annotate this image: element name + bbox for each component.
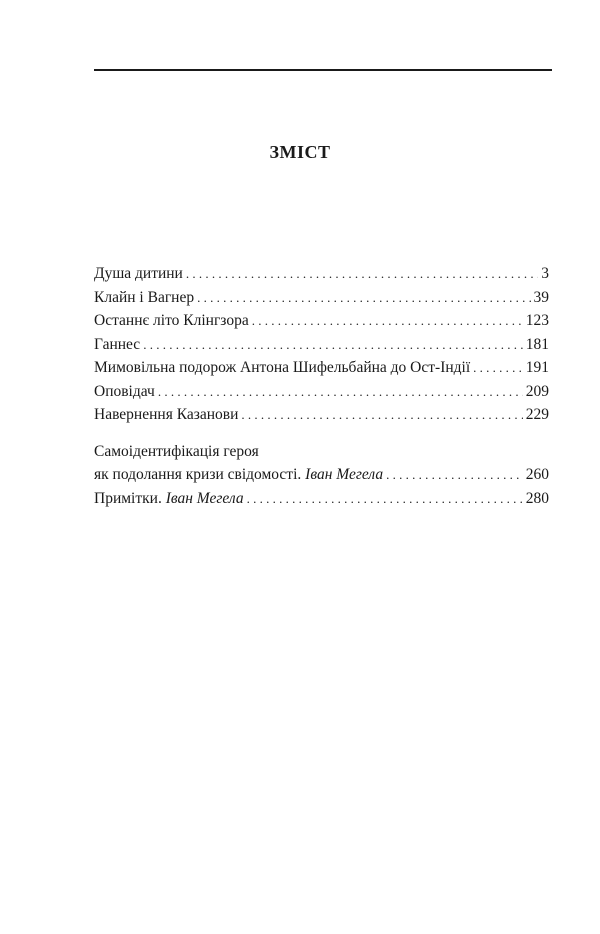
toc-entry-page: 39 — [533, 288, 549, 306]
toc-entry — [94, 487, 549, 511]
toc-entry-label: Мимовільна подорож Антона Шифельбайна до Ост-Індії — [94, 359, 471, 376]
top-rule — [94, 69, 552, 71]
toc-entry-page: 123 — [525, 312, 549, 329]
toc-entry — [94, 286, 549, 310]
toc-entry-page: 181 — [525, 335, 549, 353]
dot-leader — [386, 463, 523, 487]
dot-leader — [241, 403, 522, 427]
dot-leader — [252, 309, 523, 333]
toc-entry-label-line1: Самоідентифікація героя — [94, 442, 259, 460]
toc-entry-label: Ганнес — [94, 335, 141, 353]
toc-entry — [94, 463, 549, 487]
toc-entry — [94, 262, 549, 286]
toc-entry-page: 3 — [541, 265, 549, 282]
page-title: ЗМІСТ — [269, 142, 331, 162]
toc-entry-label — [94, 463, 383, 487]
dot-leader — [186, 262, 538, 286]
toc-entry-label: Навернення Казанови — [94, 406, 239, 423]
toc-entry-author: Іван Мегела — [165, 489, 244, 507]
section-gap — [94, 427, 549, 440]
toc-entry-label: Оповідач — [94, 382, 155, 400]
dot-leader — [473, 356, 523, 380]
toc-entry-page: 280 — [525, 489, 549, 507]
toc-entry-label: Останнє літо Клінгзора — [94, 312, 249, 329]
toc-entry — [94, 380, 549, 404]
toc-entry — [94, 309, 549, 333]
toc-entry — [94, 333, 549, 357]
toc-entry-page: 260 — [525, 466, 549, 483]
toc-entry-label: Клайн і Вагнер — [94, 288, 195, 306]
toc-entry-label-text: Примітки. — [94, 489, 162, 507]
dot-leader — [247, 487, 523, 511]
table-of-contents — [94, 262, 549, 510]
toc-entry-label-line2: як подолання кризи свідомості. — [94, 466, 302, 483]
dot-leader — [158, 380, 523, 404]
toc-entry-label — [94, 487, 244, 511]
toc-entry-page: 209 — [525, 382, 549, 400]
toc-entry — [94, 403, 549, 427]
toc-entry-page: 229 — [525, 406, 549, 423]
toc-entry-label: Душа дитини — [94, 265, 183, 282]
dot-leader — [143, 333, 523, 357]
dot-leader — [197, 286, 530, 310]
toc-entry-page: 191 — [525, 359, 549, 376]
toc-entry — [94, 356, 549, 380]
toc-entry-author: Іван Мегела — [305, 466, 384, 483]
